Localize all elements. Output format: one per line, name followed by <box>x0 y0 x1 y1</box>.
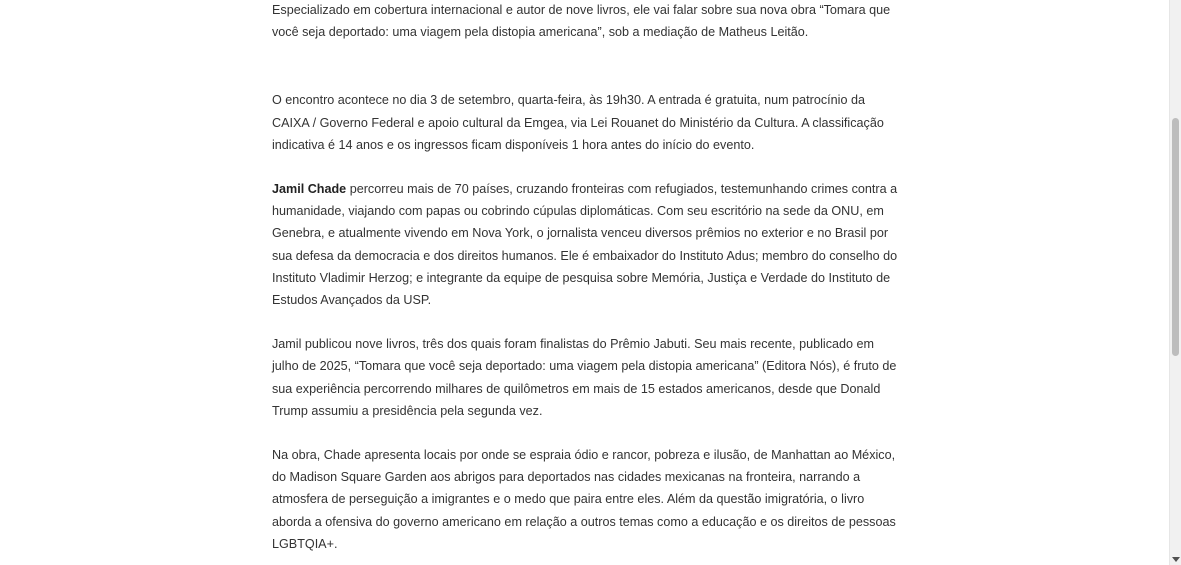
paragraph-event-details: O encontro acontece no dia 3 de setembro, quarta-feira, às 19h30. A entrada é gratuita, num patrocínio da CAIXA / Governo Federal e apoio cultural da Emgea, via Lei Rouanet do Ministério da Cultura. A classificação indicativa é 14 anos e os ingressos ficam disponíveis 1 hora antes do início do evento. <box>272 93 884 152</box>
paragraph-book-content: Na obra, Chade apresenta locais por onde se espraia ódio e rancor, pobreza e ilusão, de Manhattan ao México, do Madison Square Garden aos abrigos para deportados nas cidades mexicanas na fronteira, narrando a atmosfera de perseguição a imigrantes e o medo que paira entre eles. Além da questão imigratória, o livro aborda a ofensiva do governo americano em relação a outros temas como a educação e os direitos de pessoas LGBTQIA+. <box>272 448 896 551</box>
paragraph-author-bio <box>272 178 900 311</box>
article-body <box>272 0 900 555</box>
scroll-down-arrow-icon[interactable] <box>1172 557 1180 562</box>
scrollbar-thumb[interactable] <box>1172 118 1179 356</box>
author-bio-text: percorreu mais de 70 países, cruzando fronteiras com refugiados, testemunhando crimes contra a humanidade, viajando com papas ou cobrindo cúpulas diplomáticas. Com seu escritório na sede da ONU, em Genebra, e atualmente vivendo em Nova York, o jornalista venceu diversos prêmios no exterior e no Brasil por sua defesa da democracia e dos direitos humanos. Ele é embaixador do Instituto Adus; membro do conselho do Instituto Vladimir Herzog; e integrante da equipe de pesquisa sobre Memória, Justiça e Verdade do Instituto de Estudos Avançados da USP. <box>272 182 898 308</box>
paragraph-intro: Especializado em cobertura internacional e autor de nove livros, ele vai falar sobre sua nova obra “Tomara que você seja deportado: uma viagem pela distopia americana”, sob a mediação de Matheus Leitão. <box>272 3 891 40</box>
author-name: Jamil Chade <box>272 182 347 197</box>
vertical-scrollbar[interactable] <box>1169 0 1181 565</box>
paragraph-books: Jamil publicou nove livros, três dos quais foram finalistas do Prêmio Jabuti. Seu mais recente, publicado em julho de 2025, “Tomara que você seja deportado: uma viagem pela distopia americana” (Editora Nós), é fruto de sua experiência percorrendo milhares de quilômetros em mais de 15 estados americanos, desde que Donald Trump assumiu a presidência pela segunda vez. <box>272 337 897 418</box>
